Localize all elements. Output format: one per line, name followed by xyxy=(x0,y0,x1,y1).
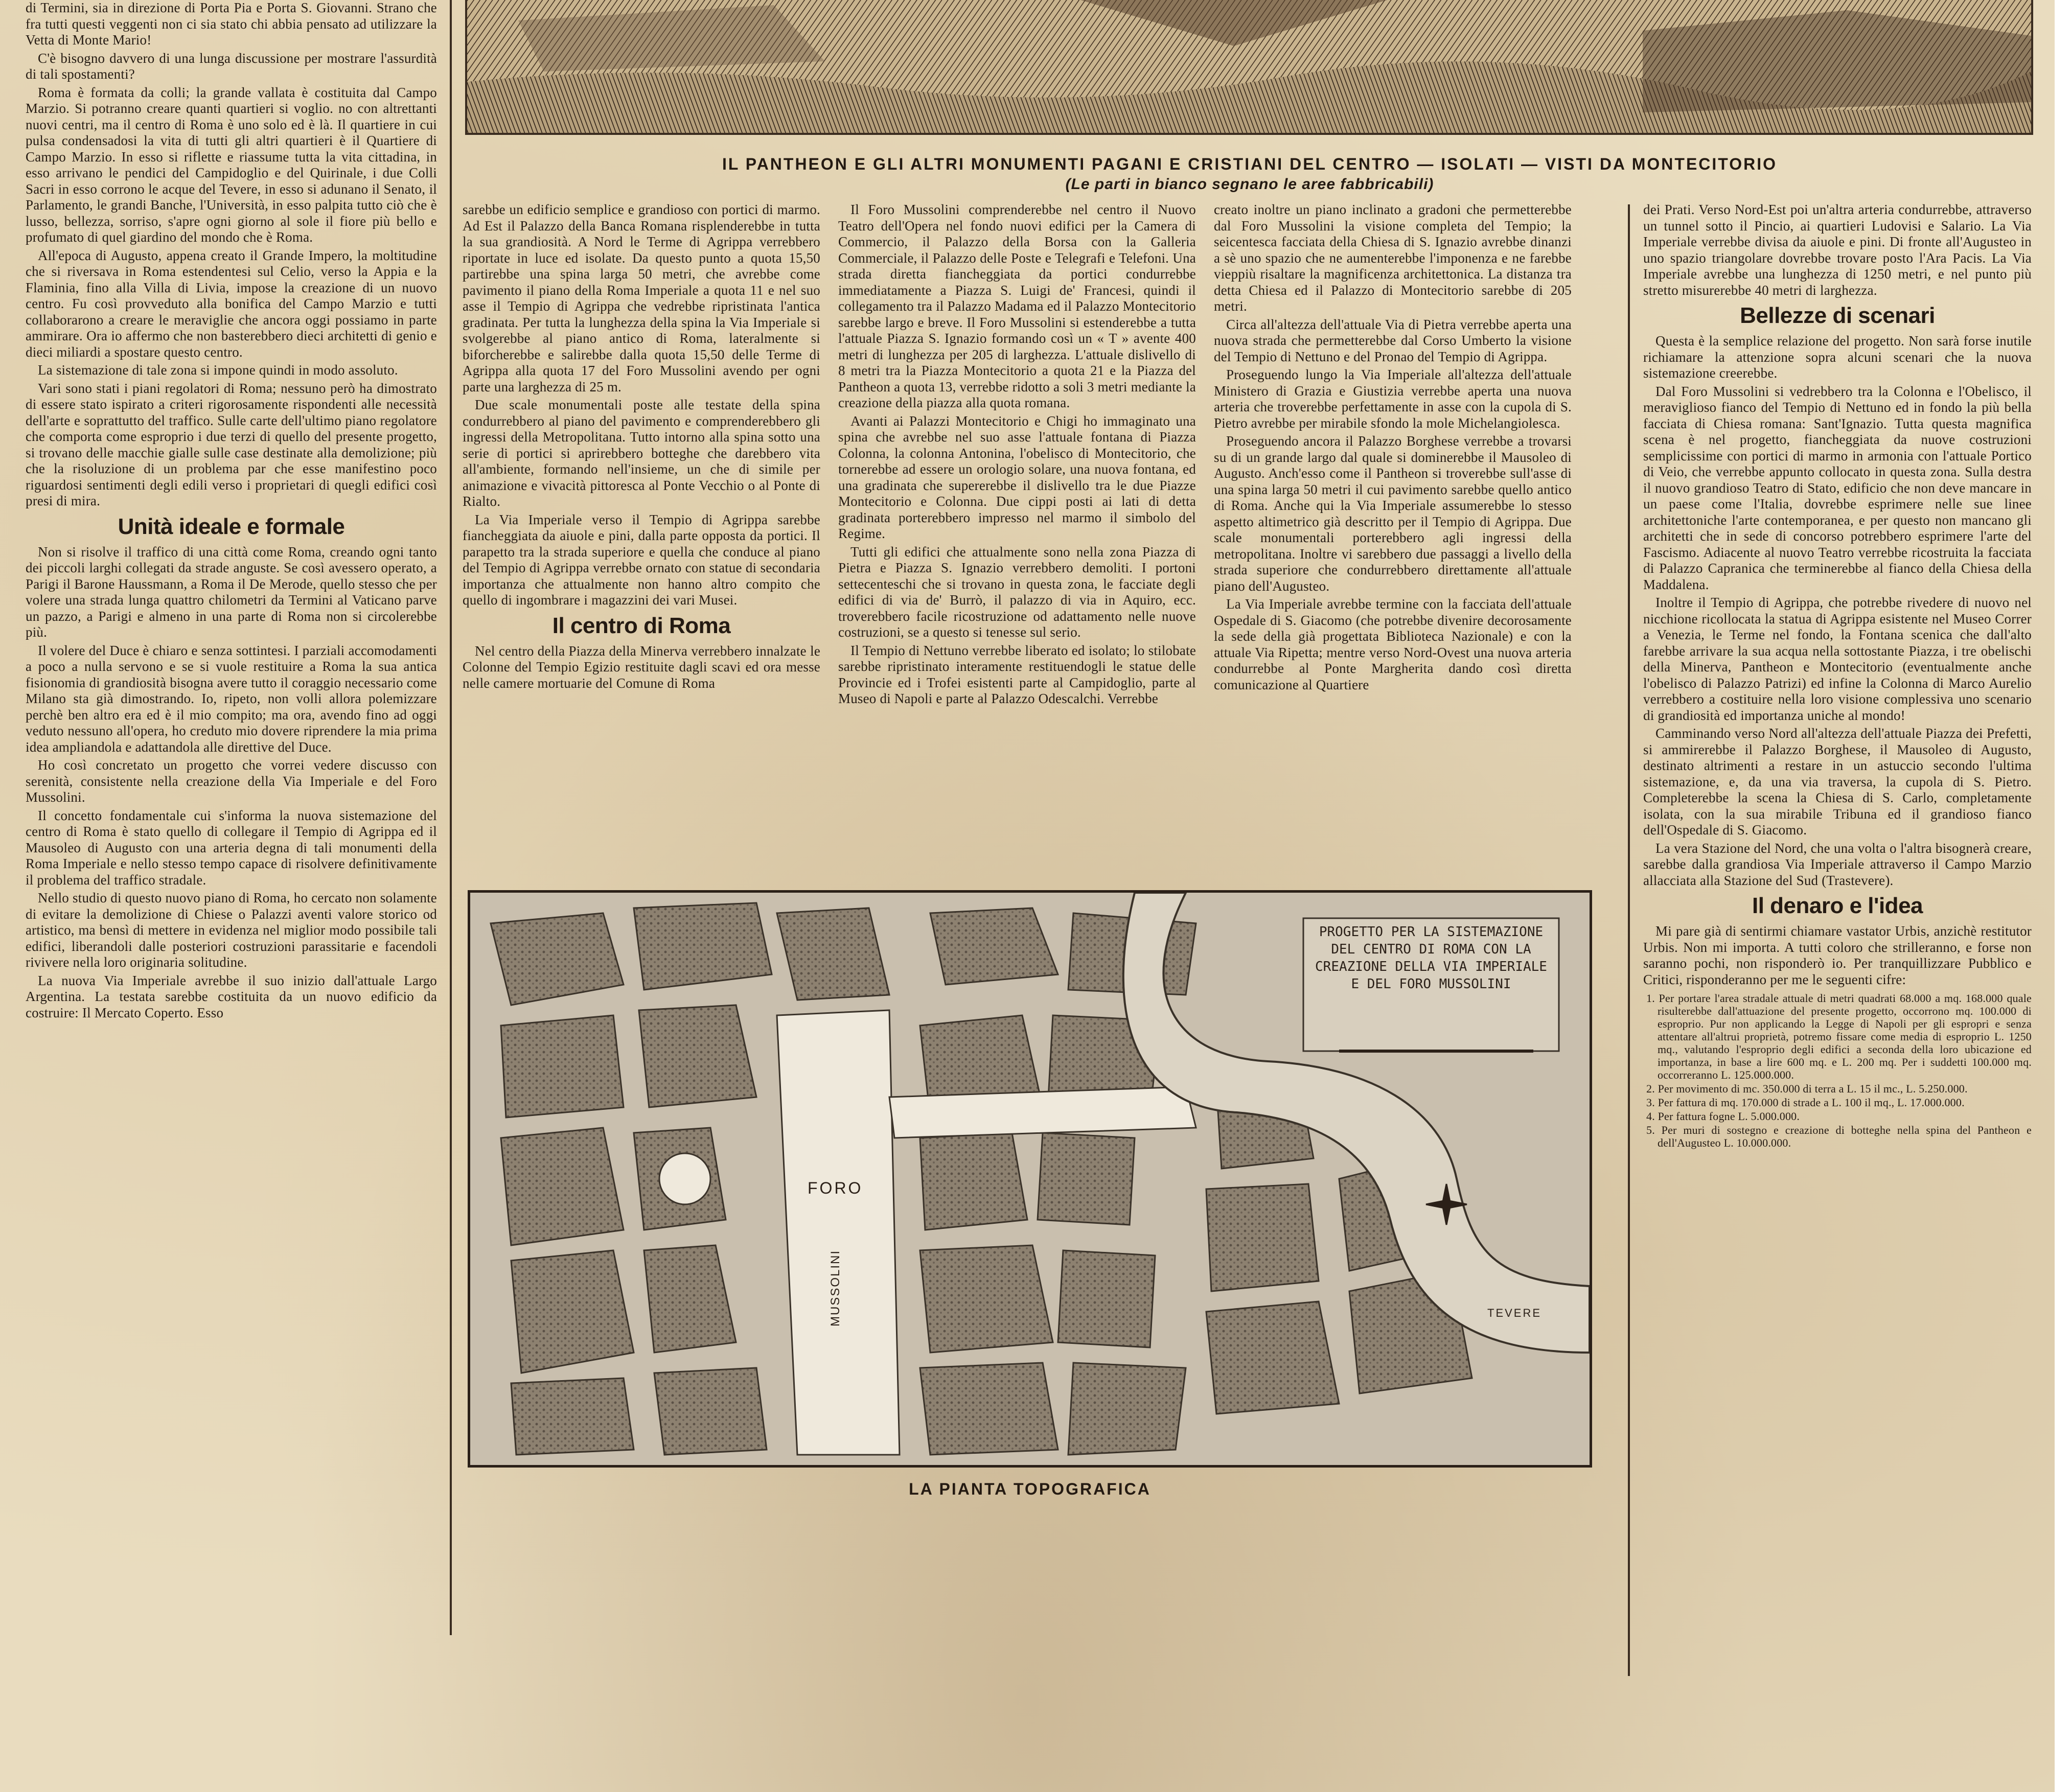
banner-caption xyxy=(463,153,2037,194)
paragraph: Il volere del Duce è chiaro e senza sottintesi. I parziali accomodamenti a poco a nulla servono e se si vuole restituire a Roma la sua antica fisionomia di grandiosità bisogna avere tutto il coraggio necessario come Milano sta già dimostrando. Io, ripeto, non volli allora polemizzare perchè ben altro era ed è il mio compito; ma ora, avendo fino ad oggi veduto nessuno all'opera, ho creduto mio dovere riprendere la mia prima idea ampliandola e adattandola alle direttive del Duce. xyxy=(26,642,437,755)
paragraph: Non si risolve il traffico di una città come Roma, creando ogni tanto dei piccoli larghi collegati da strade anguste. Se così avessero operato, a Parigi il Barone Haussmann, a Roma il De Merode, quello stesso che per volere una strada lunga quattro chilometri da Termini al Vaticano parve un pazzo, a Parigi e almeno in una parte di Roma non si circolerebbe più. xyxy=(26,544,437,640)
map-legend: PROGETTO PER LA SISTEMAZIONE DEL CENTRO DI ROMA CON LA CREAZIONE DELLA VIA IMPERIALE E DEL FORO MUSSOLINI xyxy=(1315,924,1547,992)
map-label-mussolini: MUSSOLINI xyxy=(829,1249,843,1327)
paragraph: Proseguendo ancora il Palazzo Borghese verrebbe a trovarsi su di un grande largo dal quale si dominerebbe il Mausoleo di Augusto. Anch'esso come il Pantheon si troverebbe sull'asse di una spina larga 50 metri il cui pavimento sarebbe quello antico di Roma. Anche qui la Via Imperiale assumerebbe lo stesso aspetto altimetrico già descritto per il Tempio di Agrippa. Due scale monumentali porterebbero agli ingressi della metropolitana. Inoltre vi sarebbero due passaggi a livello della strada superiore che condurrebbero direttamente all'attuale piano dell'Augusteo. xyxy=(1214,433,1572,594)
column-4 xyxy=(1214,202,1572,881)
column-1 xyxy=(26,0,437,1656)
list-item: 5. Per muri di sostegno e creazione di botteghe nella spina del Pantheon e dell'Augusteo L. 10.000.000. xyxy=(1646,1124,2032,1149)
section-heading: Il denaro e l'idea xyxy=(1752,893,1923,918)
topographic-map xyxy=(468,890,1592,1468)
column-2 xyxy=(463,202,820,881)
paragraph: Roma è formata da colli; la grande vallata è costituita dal Campo Marzio. Si potranno creare quanti quartieri si voglio. no con altrettanti nuovi centri, ma il centro di Roma è uno solo ed è là. Il quartiere in cui pulsa condensadosi la vita di tutti gli altri quartieri è il Quartiere di Campo Marzio. In esso si riflette e riassume tutta la vita cittadina, in esso arrivano le pendici del Campidoglio e del Quirinale, i due Colli Sacri in esso corrono le acque del Tevere, in esso si adunano il Senato, il Parlamento, le grandi Banche, l'Università, in esso palpita tutto ciò che è lusso, bellezza, sorriso, s'apre ogni giorno al sole il fiore più bello e profumato di quel giardino del mondo che è Roma. xyxy=(26,84,437,245)
paragraph: All'epoca di Augusto, appena creato il Grande Impero, la moltitudine che si riversava in Roma estendentesi sul Celio, verso la Appia e la Flaminia, fino alla Villa di Livia, impose la creazione di un nuovo centro. Fu così provveduto alla bonifica del Campo Marzio e tutti collaborarono a creare le meraviglie che ancora oggi possiamo in parte ammirare. Ora io affermo che non basterebbero dieci architetti di genio e dieci miliardi a spostare questo centro. xyxy=(26,247,437,360)
column-5 xyxy=(1643,202,2032,1684)
list-item: 1. Per portare l'area stradale attuale di metri quadrati 68.000 a mq. 168.000 quale risulterebbe dall'attuazione del presente progetto, occorrono mq. 100.000 di esproprio. Pur non applicando la Legge di Napoli per gli espropri e senza attentare all'altrui proprietà, potremo fissare come media di esproprio L. 1250 mq., valutando l'esproprio degli edifici a seconda della loro ubicazione ed importanza, in base a lire 600 mq. e L. 200 mq. Per i suddetti 100.000 mq. occorreranno L. 125.000.000. xyxy=(1646,992,2032,1081)
list-item: 4. Per fattura fogne L. 5.000.000. xyxy=(1646,1110,1800,1123)
paragraph: Nel centro della Piazza della Minerva verrebbero innalzate le Colonne del Tempio Egizio restituite dagli scavi ed ora messe nelle camere mortuarie del Comune di Roma xyxy=(463,643,820,691)
paragraph: La Via Imperiale avrebbe termine con la facciata dell'attuale Ospedale di S. Giacomo (che potrebbe divenire decorosamente la sede della già progettata Biblioteca Nazionale) e con la attuale Via Ripetta; mentre verso Nord-Ovest una nuova arteria condurrebbe al Ponte Margherita dando così diretta comunicazione al Quartiere xyxy=(1214,596,1572,692)
paragraph: Avanti ai Palazzi Montecitorio e Chigi ho immaginato una spina che avrebbe nel suo asse l'attuale fontana di Piazza Colonna, la colonna Antonina, l'obelisco di Montecitorio, che tornerebbe ad essere un orologio solare, una nuova fontana, ed una gradinata che supererebbe il dislivello tra le due Piazze Montecitorio e Colonna. Due cippi posti ai lati di detta gradinata porterebbero impresso nel marmo il simbolo del Regime. xyxy=(838,413,1196,541)
paragraph: La Via Imperiale verso il Tempio di Agrippa sarebbe fiancheggiata da aiuole e pini, dalla parte opposta da portici. Il parapetto tra la strada superiore e quella che conduce al piano del Tempio di Agrippa verrebbe ornato con statue di secondaria importanza che attualmente non hanno altro compito che quello di ingombrare i magazzini dei vari Musei. xyxy=(463,511,820,608)
paragraph: Due scale monumentali poste alle testate della spina condurrebbero al piano del pavimento e comprenderebbero gli ingressi della Metropolitana. Tutto intorno alla spina sotto una serie di portici si aprirebbero botteghe che darebbero vita all'ambiente, formando nell'insieme, un che di simile per animazione e vivacità pittoresca al Ponte Vecchio o al Ponte di Rialto. xyxy=(463,397,820,509)
list-item: 2. Per movimento di mc. 350.000 di terra a L. 15 il mc., L. 5.250.000. xyxy=(1646,1082,1968,1095)
column-rule xyxy=(1628,204,1630,1676)
column-3 xyxy=(838,202,1196,881)
paragraph: Questa è la semplice relazione del progetto. Non sarà forse inutile richiamare la attenzione sopra alcuni scenari che la nuova sistemazione creerebbe. xyxy=(1643,333,2032,381)
paragraph: Mi pare già di sentirmi chiamare vastator Urbis, anzichè restitutor Urbis. Non mi importa. A tutti coloro che strilleranno, e forse non saranno pochi, non risponderò io. Per tranquillizzare Pubblico e Critici, risponderanno per me le seguenti cifre: xyxy=(1643,923,2032,987)
paragraph: La vera Stazione del Nord, che una volta o l'altra bisognerà creare, sarebbe dalla grandiosa Via Imperiale attraverso il Campo Marzio allacciata alla Stazione del Sud (Trastevere). xyxy=(1643,840,2032,888)
paragraph: Nello studio di questo nuovo piano di Roma, ho cercato non solamente di evitare la demolizione di Chiese o Palazzi aventi valore storico od artistico, ma bensì di mettere in evidenza nel miglior modo possibile tali edifici, liberandoli dalle posteriori costruzioni parassitarie e facendoli rivivere nella loro originaria solitudine. xyxy=(26,890,437,970)
paragraph: Il Foro Mussolini comprenderebbe nel centro il Nuovo Teatro dell'Opera nel fondo nuovi edifici per la Camera di Commercio, il Palazzo della Borsa con la Galleria Commerciale, il Palazzo delle Poste e Telegrafi e Telefoni. Una strada diretta fiancheggiata da portici condurrebbe immediatamente a Piazza S. Luigi de' Francesi, quindi il collegamento tra il Palazzo Madama ed il Palazzo Montecitorio sarebbe largo e breve. Il Foro Mussolini si estenderebbe a tutta l'attuale Piazza S. Ignazio formando così un « T » avente 400 metri di lunghezza per 205 di larghezza. L'attuale dislivello di 8 metri tra la Piazza Montecitorio a quota 21 e la Piazza del Pantheon a quota 13, verrebbe ridotto a soli 3 metri mediante la creazione della piazza alla quota romana. xyxy=(838,202,1196,410)
caption-title: IL PANTHEON E GLI ALTRI MONUMENTI PAGANI E CRISTIANI DEL CENTRO — ISOLATI — VISTI DA MONTECITORIO xyxy=(722,155,1778,173)
paragraph: C'è bisogno davvero di una lunga discussione per mostrare l'assurdità di tali spostamenti? xyxy=(26,50,437,82)
paragraph: La nuova Via Imperiale avrebbe il suo inizio dall'attuale Largo Argentina. La testata sarebbe costituita da un nuovo edificio da costruire: Il Mercato Coperto. Esso xyxy=(26,972,437,1020)
paragraph: Ho così concretato un progetto che vorrei vedere discusso con serenità, consistente nella creazione della Via Imperiale e del Foro Mussolini. xyxy=(26,757,437,805)
section-heading: Unità ideale e formale xyxy=(118,514,345,539)
map-label-foro: FORO xyxy=(808,1179,863,1197)
cost-list xyxy=(1643,992,2032,1149)
paragraph: Dal Foro Mussolini si vedrebbero tra la Colonna e l'Obelisco, il meraviglioso fianco del Tempio di Nettuno ed in fondo la più bella facciata di Chiesa romana: Sant'Ignazio. Tutta questa magnifica scena è nel progetto, fiancheggiata da nuove costruzioni semplicissime con portici di marmo in armonia con l'attuale Portico di Veio, che verrebbe appunto collocato in questa zona. Sulla destra il nuovo grandioso Teatro di Stato, edificio che non deve mancare in un paese come l'Italia, dovrebbe esprimere nelle sue linee architettoniche l'arte contemporanea, e per questo non mancano gli architetti che in sede di concorso potrebbero esprimere l'arte del Fascismo. Adiacente al nuovo Teatro verrebbe ricostruita la facciata di Palazzo Capranica che terminerebbe al fianco della Chiesa della Maddalena. xyxy=(1643,383,2032,592)
paragraph: creato inoltre un piano inclinato a gradoni che permetterebbe dal Foro Mussolini la visione completa del Tempio; la seicentesca facciata della Chiesa di S. Ignazio avrebbe dinanzi a sè uno spazio che ne aumenterebbe l'imponenza e ne farebbe vieppiù risaltare la magnificenza architettonica. La distanza tra detta Chiesa ed il Palazzo di Montecitorio sarebbe di 205 metri. xyxy=(1214,202,1572,314)
column-rule xyxy=(450,0,452,1635)
paragraph: Proseguendo lungo la Via Imperiale all'altezza dell'attuale Ministero di Grazia e Giustizia verrebbe aperta una nuova arteria che troverebbe perfettamente in asse con la cupola di S. Pietro avrebbe per mirabile sfondo la mole Michelangiolesca. xyxy=(1214,367,1572,431)
paragraph: Tutti gli edifici che attualmente sono nella zona Piazza di Pietra e Piazza S. Ignazio verrebbero demoliti. I portoni settecenteschi che si trovano in questa zona, le facciate degli edifici di via de' Burrò, il palazzo di via in Aquiro, ecc. troverebbero facile ricostruzione od adattamento nelle nuove costruzioni, se a questo si tenesse sul serio. xyxy=(838,544,1196,640)
paragraph: Circa all'altezza dell'attuale Via di Pietra verrebbe aperta una nuova strada che permetterebbe dal Corso Umberto la visione del Tempio di Nettuno e del Pronao del Tempio di Agrippa. xyxy=(1214,316,1572,364)
paragraph: La sistemazione di tale zona si impone quindi in modo assoluto. xyxy=(38,362,398,378)
paragraph: Il Tempio di Nettuno verrebbe liberato ed isolato; lo stilobate sarebbe ripristinato interamente restituendogli le statue delle Provincie ed i Trofei esistenti parte al Campidoglio, parte al Museo di Napoli e parte al Palazzo Odescalchi. Verrebbe xyxy=(838,642,1196,706)
paragraph: Inoltre il Tempio di Agrippa, che potrebbe rivedere di nuovo nel nicchione ricollocata la statua di Agrippa esistente nel Museo Correr a Venezia, le Terme nel fondo, la Fontana scenica che dall'alto farebbe arrivare la sua acqua nella sottostante Piazza, i tre obelischi della Minerva, Pantheon e Montecitorio (eventualmente anche l'obelisco di Palazzo Patrizi) ed infine la Colonna di Marco Aurelio verrebbero a costituire nella loro visione complessiva uno scenario di grandiosità ed importanza uniche al mondo! xyxy=(1643,595,2032,723)
paragraph: Il concetto fondamentale cui s'informa la nuova sistemazione del centro di Roma è stato quello di collegare il Tempio di Agrippa ed il Mausoleo di Augusto con una arteria degna di tali monumenti della Roma Imperiale e nello stesso tempo capace di risolvere definitivamente il problema del traffico stradale. xyxy=(26,807,437,888)
paragraph: Camminando verso Nord all'altezza dell'attuale Piazza dei Prefetti, si ammirerebbe il Palazzo Borghese, il Mausoleo di Augusto, destinato altrimenti a restare in un astuccio secondo l'ultima sistemazione, e, da una via traversa, la cupola di S. Pietro. Completerebbe la scena la Chiesa di S. Carlo, completamente isolata, con la sua mirabile Tribuna ed il grandioso fianco dell'Ospedale di S. Giacomo. xyxy=(1643,726,2032,837)
paragraph: dei Prati. Verso Nord-Est poi un'altra arteria condurrebbe, attraverso un tunnel sotto il Pincio, ai quartieri Ludovisi e Salario. La Via Imperiale verrebbe divisa da aiuole e pini. Di fronte all'Augusteo in uno spazio triangolare dovrebbe trovare posto l'Ara Pacis. La Via Imperiale avrebbe una lunghezza di 1250 metri, e nel punto più stretto misurerebbe 40 metri di larghezza. xyxy=(1643,202,2032,298)
map-label-tevere: TEVERE xyxy=(1487,1307,1542,1319)
map-caption: LA PIANTA TOPOGRAFICA xyxy=(909,1480,1151,1498)
paragraph: Vari sono stati i piani regolatori di Roma; nessuno però ha dimostrato di essere stato ispirato a criteri rigorosamente rispondenti alle necessità dell'arte e soprattutto del traffico. Sulle carte dell'ultimo piano regolatore che comporta come esproprio i due terzi di quello del presente progetto, si trovano delle macchie gialle sulle case destinate alla demolizione; più che la risoluzione di un problema par che esse manifestino poco riguardosi sentimenti degli edili verso i proprietari di quegli edifici così presi di mira. xyxy=(26,380,437,508)
caption-subtitle: (Le parti in bianco segnano le aree fabbricabili) xyxy=(1065,176,1434,193)
list-item: 3. Per fattura di mq. 170.000 di strade a L. 100 il mq., L. 17.000.000. xyxy=(1646,1096,1965,1109)
section-heading: Il centro di Roma xyxy=(552,613,731,638)
section-heading: Bellezze di scenari xyxy=(1740,303,1935,328)
paragraph: sarebbe un edificio semplice e grandioso con portici di marmo. Ad Est il Palazzo della Banca Romana risplenderebbe in tutta la sua grandiosità. A Nord le Terme di Agrippa verrebbero riportate in luce ed isolate. Da questo punto a quota 15,50 partirebbe una spina larga 50 metri, che avrebbe come pavimento il piano della Roma Imperiale a quota 11 e nel suo asse il Tempio di Agrippa che vedrebbe ripristinata l'antica gradinata. Per tutta la lunghezza della spina la Via Imperiale si svolgerebbe al piano antico di Roma, lateralmente si biforcherebbe e salirebbe dalla quota 15,50 delle Terme di Agrippa alla quota 17 del Foro Mussolini avendo per ogni parte una larghezza di 25 m. xyxy=(463,202,820,394)
pantheon-engraving xyxy=(465,0,2033,135)
paragraph: di Termini, sia in direzione di Porta Pia e Porta S. Giovanni. Strano che fra tutti questi veggenti non ci sia stato chi abbia pensato ad utilizzare la Vetta di Monte Mario! xyxy=(26,0,437,48)
